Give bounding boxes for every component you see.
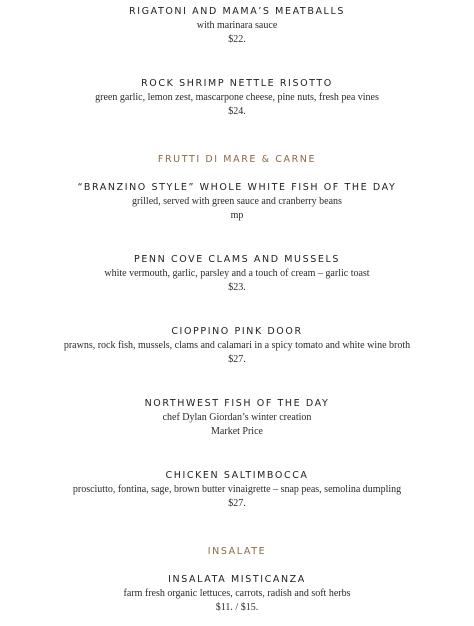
item-name: NORTHWEST FISH OF THE DAY — [144, 398, 330, 409]
item-name: ROCK SHRIMP NETTLE RISOTTO — [141, 78, 333, 89]
item-price: Market Price — [211, 426, 263, 437]
item-name: CIOPPINO PINK DOOR — [171, 326, 303, 337]
item-description: prosciutto, fontina, sage, brown butter vinaigrette – snap peas, semolina dumpling — [72, 484, 402, 495]
menu-item-northwest-fish — [0, 397, 474, 439]
menu-item-chicken-saltimbocca — [0, 469, 474, 511]
section-title: INSALATE — [207, 546, 267, 557]
item-price: $27. — [228, 354, 246, 365]
item-price: $27. — [228, 498, 246, 509]
section-header-insalate — [0, 545, 474, 559]
item-description: farm fresh organic lettuces, carrots, radish and soft herbs — [123, 588, 351, 599]
item-description: white vermouth, garlic, parsley and a touch of cream – garlic toast — [104, 268, 370, 279]
item-name: PENN COVE CLAMS AND MUSSELS — [134, 254, 340, 265]
section-header-frutti-di-mare — [0, 153, 474, 167]
item-price: $11. / $15. — [215, 602, 259, 613]
item-price: $22. — [228, 34, 246, 45]
item-price: $23. — [228, 282, 246, 293]
menu-item-cioppino — [0, 325, 474, 367]
item-name: INSALATA MISTICANZA — [168, 574, 306, 585]
item-description: grilled, served with green sauce and cranberry beans — [132, 196, 342, 207]
section-title: FRUTTI DI MARE & CARNE — [157, 154, 317, 165]
menu-item-risotto — [0, 77, 474, 119]
item-name: RIGATONI AND MAMA’S MEATBALLS — [129, 6, 345, 17]
item-price: $24. — [228, 106, 246, 117]
item-name: CHICKEN SALTIMBOCCA — [165, 470, 309, 481]
menu-item-branzino — [0, 181, 474, 223]
item-price: mp — [230, 210, 244, 221]
item-description: prawns, rock fish, mussels, clams and calamari in a spicy tomato and white wine broth — [63, 340, 411, 351]
item-description: chef Dylan Giordan’s winter creation — [162, 412, 312, 423]
menu-item-insalata-misticanza — [0, 573, 474, 615]
item-description: green garlic, lemon zest, mascarpone cheese, pine nuts, fresh pea vines — [95, 92, 379, 103]
item-name: “BRANZINO STYLE” WHOLE WHITE FISH OF THE DAY — [77, 182, 397, 193]
menu-item-clams-mussels — [0, 253, 474, 295]
item-description: with marinara sauce — [196, 20, 278, 31]
menu-item-rigatoni — [0, 5, 474, 47]
